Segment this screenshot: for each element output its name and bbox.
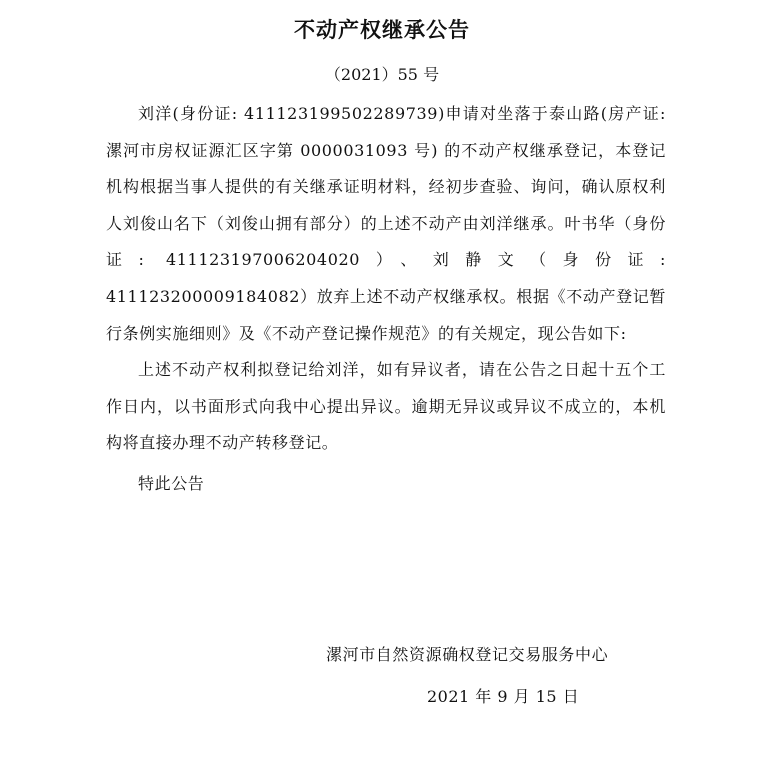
paragraph-inheritance-details: 刘洋(身份证: 411123199502289739)申请对坐落于泰山路(房产证: 漯河市房权证源汇区字第 0000031093 号) 的不动产权继承登记，本登记机构根据当事人提供的有关继承证明材料，经初步查验、询问，确认原权利人刘俊山名下（刘俊山拥有部分）的上述不动产由刘洋继承。叶书华（身份证: 411123197006204020）、刘静文（身份证: 411123200009184082）放弃上述不动产权继承权。根据《不动产登记暂行条例实施细则》及《不动产登记操作规范》的有关规定，现公告如下: bbox=[106, 104, 666, 343]
document-number: （2021）55 号 bbox=[324, 65, 440, 84]
closing-phrase: 特此公告 bbox=[138, 473, 205, 493]
notice-body bbox=[106, 96, 666, 503]
issue-date: 2021 年 9 月 15 日 bbox=[427, 687, 580, 706]
issuing-authority: 漯河市自然资源确权登记交易服务中心 bbox=[326, 645, 609, 664]
paragraph-objection-notice: 上述不动产权利拟登记给刘洋，如有异议者，请在公告之日起十五个工作日内，以书面形式向我中心提出异议。逾期无异议或异议不成立的，本机构将直接办理不动产转移登记。 bbox=[106, 360, 666, 453]
notice-title: 不动产权继承公告 bbox=[294, 18, 470, 42]
